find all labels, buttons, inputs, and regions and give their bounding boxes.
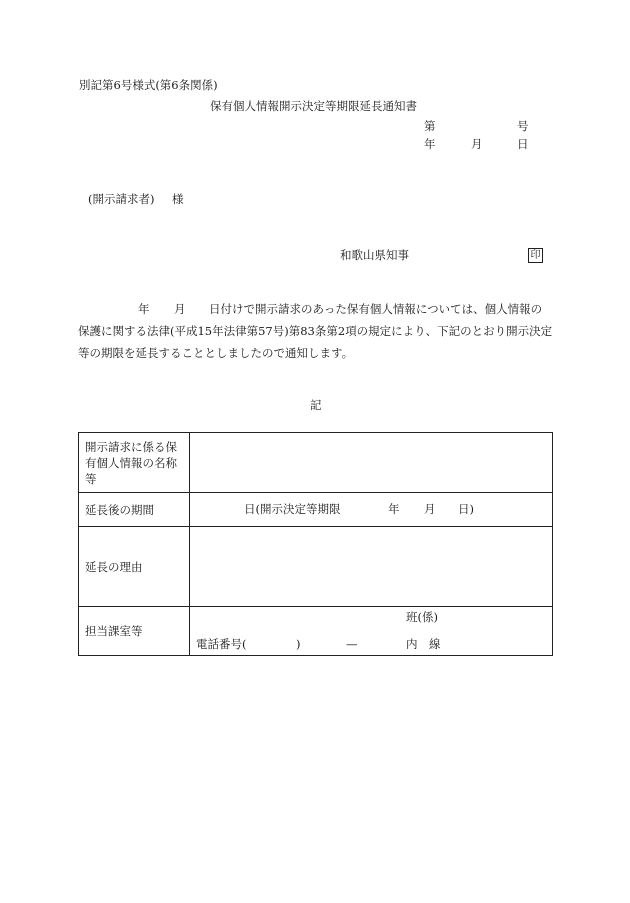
row-label-extended-period: 延長後の期間: [79, 493, 190, 527]
row-label-reason: 延長の理由: [79, 527, 190, 607]
doc-number-prefix: 第: [424, 119, 436, 133]
row-label-info-name: [79, 433, 190, 493]
table-row: [79, 527, 553, 607]
row-label-department: 担当課室等: [79, 607, 190, 656]
document-title: 保有個人情報開示決定等期限延長通知書: [210, 99, 417, 113]
label-line: 開示請求に係る保: [85, 439, 177, 454]
body-line1: 日付けで開示請求のあった保有個人情報については、個人情報の: [209, 302, 543, 316]
period-month: 月: [424, 502, 436, 516]
period-year: 年: [388, 502, 400, 516]
label-line: 有個人情報の名称: [85, 455, 177, 470]
extension-label: 内 線: [406, 637, 441, 651]
seal-stamp: 印: [528, 248, 543, 263]
reason-field[interactable]: [190, 527, 553, 607]
body-month: 月: [174, 302, 186, 316]
table-row: [79, 493, 553, 527]
sender-name: 和歌山県知事: [340, 248, 409, 262]
table-row: [79, 433, 553, 493]
extended-period-field[interactable]: [190, 493, 553, 527]
date-year: 年: [424, 137, 436, 151]
phone-dash: —: [346, 637, 358, 651]
body-paragraph: [78, 298, 558, 364]
addressee-honorific: 様: [172, 192, 184, 206]
doc-number-suffix: 号: [517, 119, 529, 133]
section-label: 班(係): [406, 610, 438, 624]
period-day-label: 日(開示決定等期限: [244, 502, 341, 516]
date-month: 月: [471, 137, 483, 151]
form-table: [78, 432, 553, 656]
form-reference: 別記第6号様式(第6条関係): [79, 78, 218, 92]
body-line2: 保護に関する法律(平成15年法律第57号)第83条第2項の規定により、下記のとおり開示決定: [78, 324, 553, 338]
phone-label: 電話番号(: [196, 637, 247, 651]
info-name-field[interactable]: [190, 433, 553, 493]
table-row: [79, 607, 553, 656]
date-day: 日: [517, 137, 529, 151]
addressee-label: (開示請求者): [88, 192, 155, 206]
department-field[interactable]: [190, 607, 553, 656]
ki-heading: 記: [310, 398, 322, 412]
body-year: 年: [138, 302, 150, 316]
label-line: 等: [85, 471, 97, 486]
period-day-close: 日): [458, 502, 474, 516]
phone-close: ): [296, 637, 301, 651]
body-line3: 等の期限を延長することとしましたので通知します。: [78, 346, 354, 360]
